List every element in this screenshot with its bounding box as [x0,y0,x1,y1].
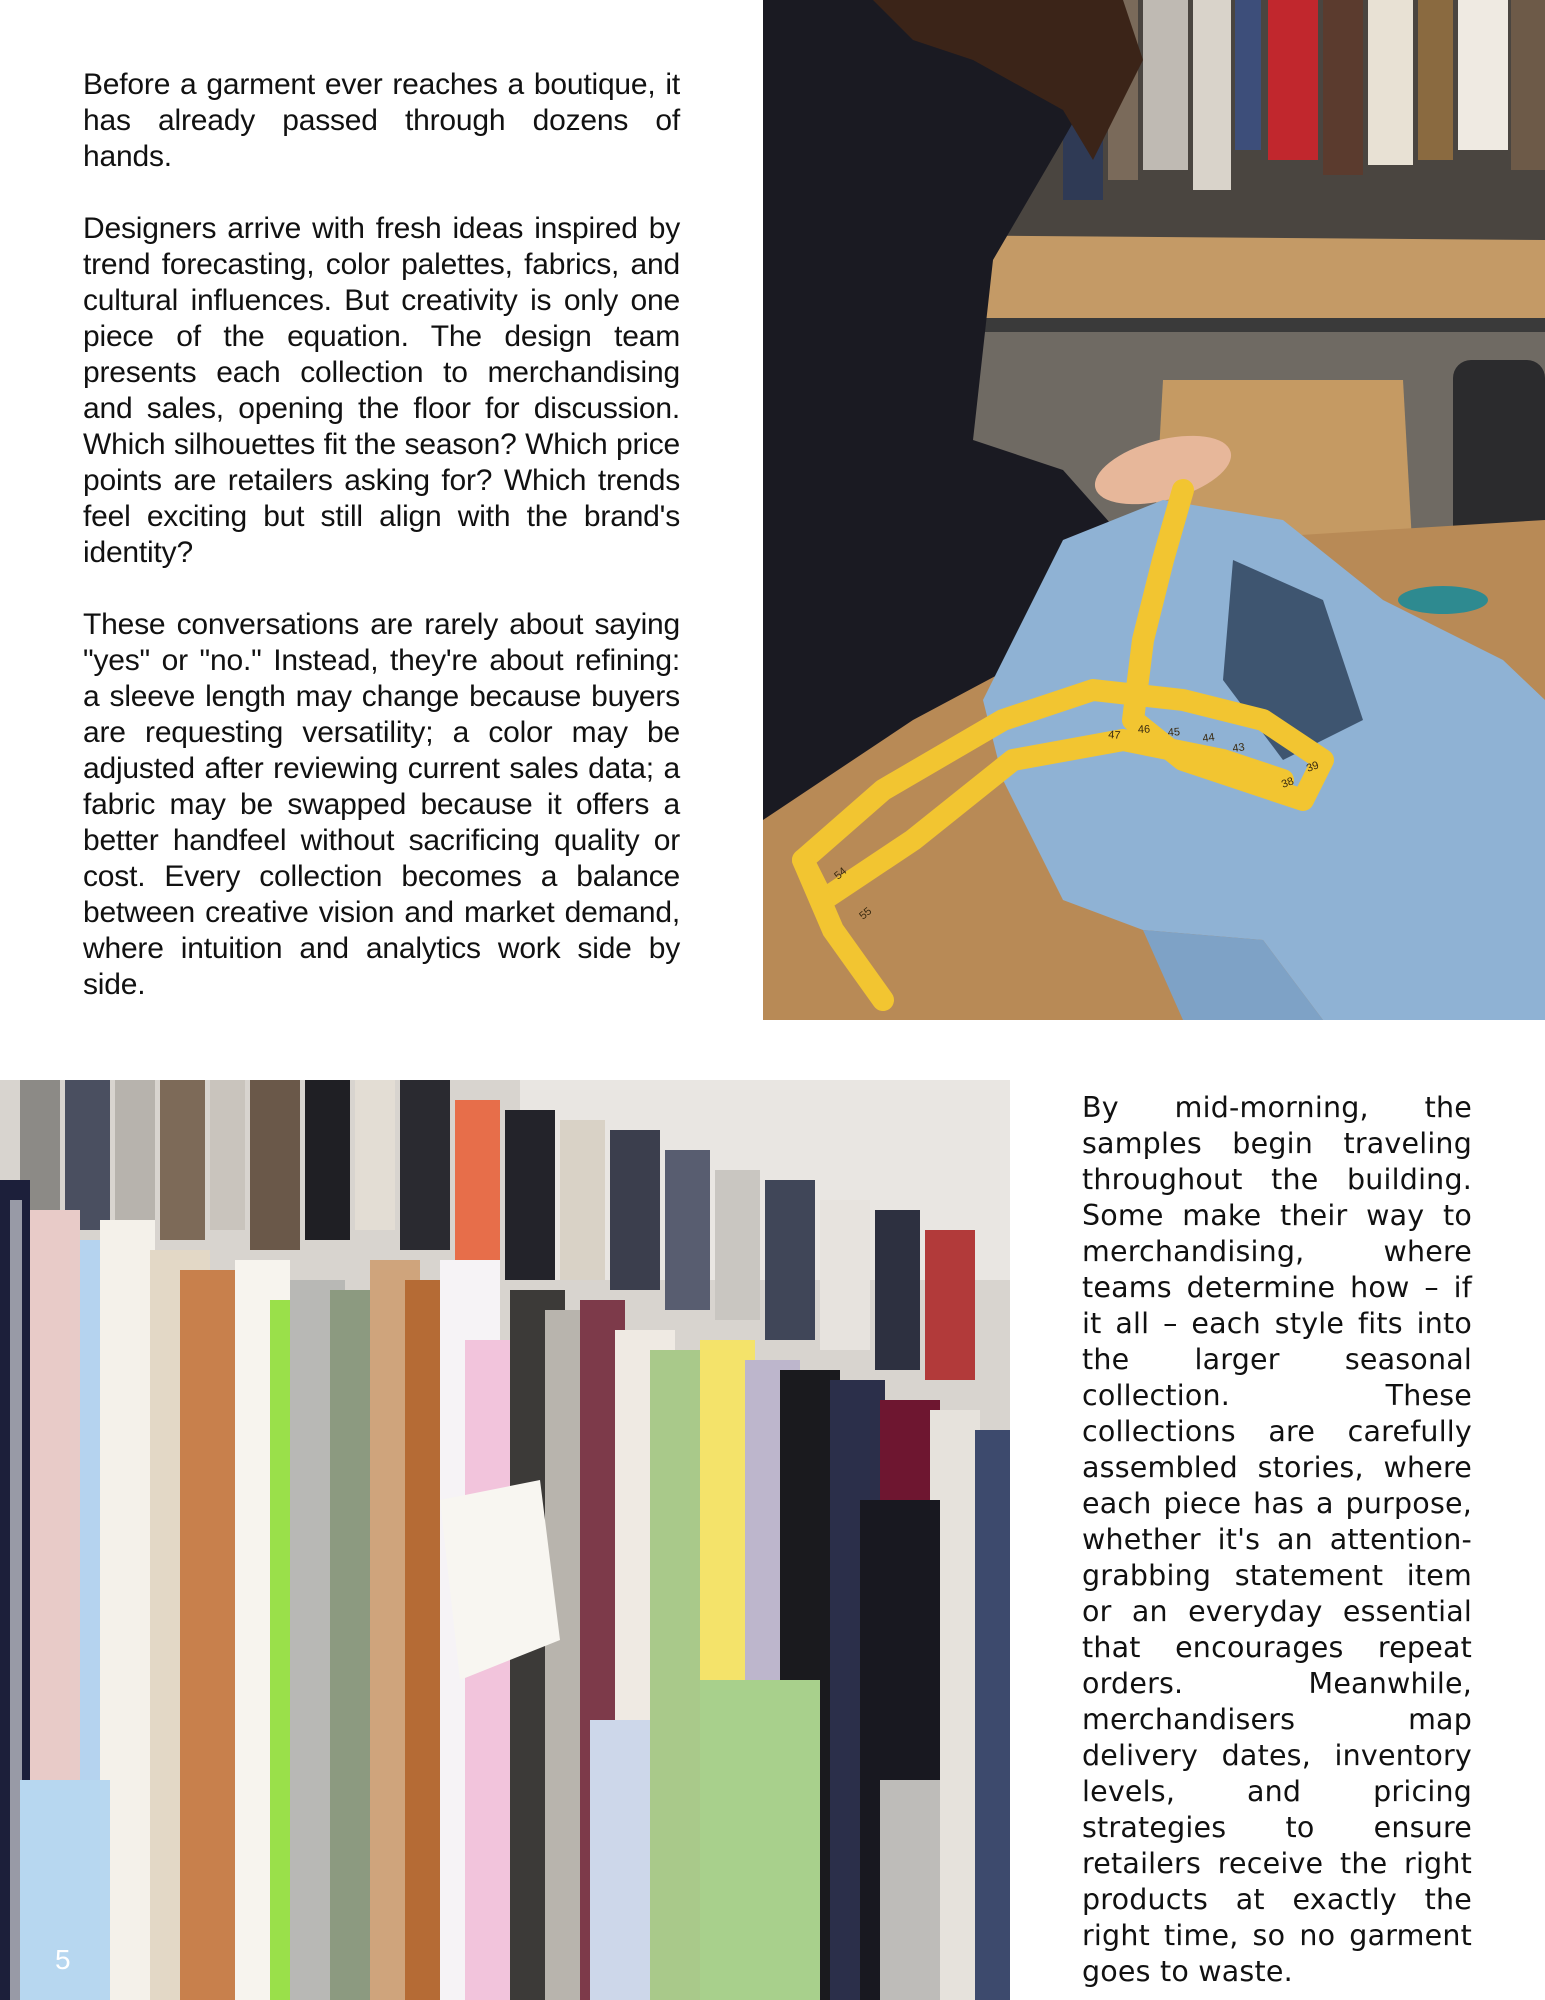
paragraph: Before a garment ever reaches a boutique, it has already passed through dozens of hands. [83,68,680,173]
tape-mark: 54 [832,865,850,883]
photo-measuring-denim [763,0,1545,1020]
tape-mark: 46 [1137,723,1151,736]
article-column-bottom [1082,1090,1472,1990]
photo-swatches-illustration [0,1080,1010,2000]
tape-mark: 43 [1231,741,1246,755]
tape-mark: 44 [1201,731,1216,745]
tape-mark: 47 [1107,729,1121,742]
paragraph: Designers arrive with fresh ideas inspired by trend forecasting, color palettes, fabrics, and cultural influences. But creativity is only one piece of the equation. The design team presents each collection to merchandising and sales, opening the floor for discussion. Which silhouettes fit the season? Which price points are retailers asking for? Which trends feel exciting but still align with the brand's identity? [83,212,680,569]
paragraph: By mid-morning, the samples begin traveling throughout the building. Some make their way to merchandising, where teams determine how – if it all – each style fits into the larger seasonal collection. These collections are carefully assembled stories, where each piece has a purpose, whether it's an attention-grabbing statement item or an everyday essential that encourages repeat orders. Meanwhile, merchandisers map delivery dates, inventory levels, and pricing strategies to ensure retailers receive the right products at exactly the right time, so no garment goes to waste. [1082,1091,1472,1988]
tape-mark: 45 [1167,726,1181,739]
tape-mark: 55 [857,905,875,923]
article-column-top [83,67,680,1003]
page-number: 5 [55,1944,71,1975]
tape-mark: 38 [1279,775,1296,791]
tape-mark: 39 [1304,759,1321,775]
paragraph: These conversations are rarely about saying "yes" or "no." Instead, they're about refining: a sleeve length may change because buyers are requesting versatility; a color may be adjusted after reviewing current sales data; a fabric may be swapped because it offers a better handfeel without sacrificing quality or cost. Every collection becomes a balance between creative vision and market demand, where intuition and analytics work side by side. [83,608,680,1001]
photo-measuring-illustration [763,0,1545,1020]
photo-fabric-swatches [0,1080,1010,2000]
